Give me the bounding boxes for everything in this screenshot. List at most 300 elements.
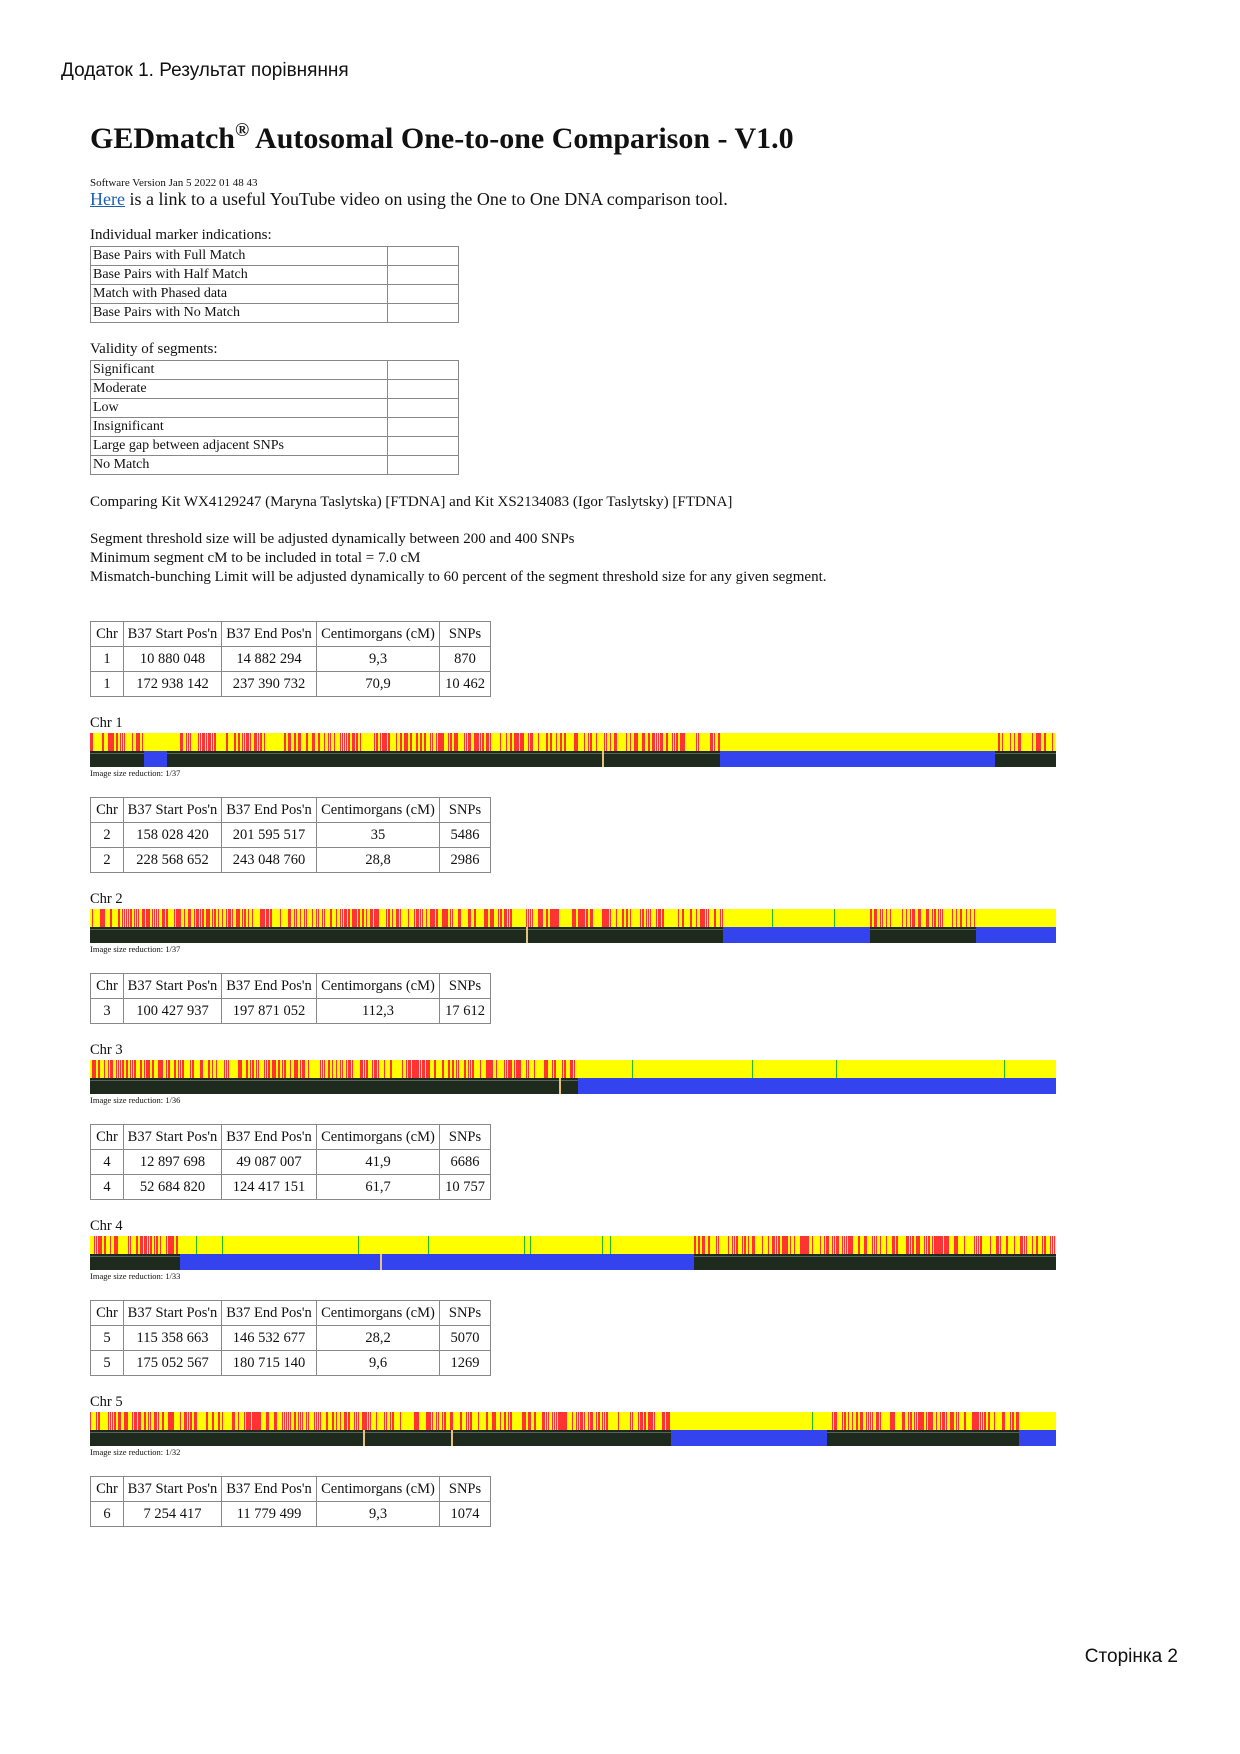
significant-segment [723, 927, 870, 943]
no-match-mark [266, 909, 268, 927]
no-match-mark [506, 733, 507, 751]
no-match-mark [100, 1236, 102, 1254]
no-match-mark [616, 909, 617, 927]
no-match-mark [230, 909, 231, 927]
no-match-mark [902, 909, 903, 927]
no-match-mark [842, 1412, 843, 1430]
no-match-mark [414, 1412, 416, 1430]
no-match-mark [496, 1060, 497, 1078]
no-match-mark [678, 909, 679, 927]
no-match-mark [226, 909, 227, 927]
legend-swatch [388, 285, 459, 304]
large-gap-mark [526, 927, 528, 943]
full-match-mark [196, 1236, 197, 1254]
no-match-mark [300, 909, 301, 927]
no-match-mark [706, 909, 707, 927]
no-match-mark [722, 909, 723, 927]
full-match-mark [834, 909, 835, 927]
no-match-mark [180, 1060, 181, 1078]
threshold-notes [90, 530, 1090, 587]
no-match-mark [572, 1060, 573, 1078]
no-match-mark [178, 909, 180, 927]
no-match-mark [376, 733, 378, 751]
table-cell: 12 897 698 [124, 1150, 222, 1175]
no-match-mark [550, 909, 552, 927]
no-match-mark [434, 1060, 436, 1078]
no-match-mark [642, 909, 644, 927]
no-match-mark [474, 733, 476, 751]
full-match-mark [222, 1236, 223, 1254]
no-match-mark [334, 733, 335, 751]
no-match-mark [590, 1412, 592, 1430]
no-match-mark [1018, 1412, 1019, 1430]
no-match-mark [504, 1412, 506, 1430]
no-match-mark [626, 733, 627, 751]
no-match-mark [460, 1412, 462, 1430]
no-match-mark [546, 1412, 547, 1430]
no-match-mark [116, 733, 118, 751]
no-match-mark [136, 1236, 138, 1254]
no-match-mark [118, 1060, 119, 1078]
no-match-mark [604, 909, 606, 927]
no-match-mark [170, 1412, 172, 1430]
no-match-mark [906, 909, 907, 927]
column-header: B37 End Pos'n [222, 974, 317, 999]
no-match-mark [94, 1060, 96, 1078]
no-match-mark [110, 1060, 112, 1078]
no-match-mark [412, 1060, 414, 1078]
no-match-mark [128, 909, 129, 927]
legend-label: Moderate [91, 380, 388, 399]
table-cell: 870 [440, 647, 491, 672]
no-match-mark [348, 1412, 350, 1430]
no-match-mark [1020, 1236, 1022, 1254]
no-match-mark [350, 1060, 351, 1078]
no-match-mark [354, 733, 355, 751]
no-match-mark [558, 1412, 560, 1430]
no-match-mark [806, 1236, 808, 1254]
no-match-mark [322, 909, 323, 927]
no-match-mark [782, 1236, 784, 1254]
no-match-mark [354, 909, 356, 927]
no-match-mark [940, 1236, 942, 1254]
no-match-mark [532, 909, 533, 927]
no-match-mark [344, 733, 345, 751]
legend-swatch [388, 247, 459, 266]
no-match-mark [120, 733, 121, 751]
large-gap-mark [380, 1254, 382, 1270]
no-match-mark [924, 1236, 925, 1254]
no-match-mark [886, 909, 887, 927]
no-match-mark [186, 1412, 187, 1430]
no-match-mark [148, 1060, 150, 1078]
no-match-mark [314, 1412, 315, 1430]
no-match-mark [306, 909, 307, 927]
table-cell: 9,3 [317, 1502, 440, 1527]
no-match-mark [786, 1236, 788, 1254]
legend-label: Base Pairs with Half Match [91, 266, 388, 285]
no-match-mark [488, 733, 489, 751]
no-match-mark [714, 733, 715, 751]
no-match-mark [864, 1236, 866, 1254]
no-match-mark [424, 1060, 425, 1078]
no-match-mark [468, 733, 470, 751]
gedmatch-report [90, 120, 1090, 1527]
no-match-mark [658, 733, 659, 751]
no-match-mark [712, 733, 713, 751]
marker-legend-table [90, 246, 459, 323]
no-match-mark [306, 733, 308, 751]
no-match-mark [430, 909, 432, 927]
no-match-mark [146, 1060, 148, 1078]
no-match-mark [294, 1412, 296, 1430]
no-match-mark [980, 1412, 981, 1430]
no-match-mark [430, 733, 431, 751]
column-header: Chr [91, 1477, 124, 1502]
no-match-mark [342, 909, 343, 927]
table-cell: 11 779 499 [222, 1502, 317, 1527]
no-match-mark [248, 909, 249, 927]
no-match-mark [442, 733, 444, 751]
no-match-mark [800, 1236, 802, 1254]
full-match-mark [358, 1236, 359, 1254]
no-match-mark [908, 1236, 909, 1254]
no-match-mark [902, 1412, 904, 1430]
no-match-mark [176, 909, 178, 927]
table-row [91, 999, 491, 1024]
no-match-mark [396, 909, 398, 927]
no-match-mark [528, 909, 529, 927]
no-match-mark [264, 733, 265, 751]
no-match-mark [974, 1236, 975, 1254]
no-match-mark [138, 1412, 140, 1430]
no-match-mark [880, 909, 881, 927]
no-match-mark [446, 909, 448, 927]
no-match-mark [742, 1236, 743, 1254]
no-match-mark [150, 1236, 152, 1254]
no-match-mark [928, 1236, 930, 1254]
no-match-mark [254, 733, 256, 751]
large-gap-mark [602, 751, 604, 767]
no-match-mark [952, 909, 953, 927]
no-match-mark [380, 733, 381, 751]
no-match-mark [876, 1236, 877, 1254]
no-match-mark [950, 1412, 952, 1430]
no-match-mark [276, 1412, 277, 1430]
no-match-mark [1004, 1412, 1005, 1430]
no-match-mark [754, 1236, 755, 1254]
legend-label: No Match [91, 456, 388, 475]
no-match-mark [132, 733, 133, 751]
no-match-mark [540, 909, 542, 927]
no-match-mark [580, 1412, 582, 1430]
table-cell: 3 [91, 999, 124, 1024]
no-match-mark [144, 1412, 146, 1430]
table-row [91, 647, 491, 672]
no-match-mark [226, 1060, 227, 1078]
no-match-mark [852, 1236, 853, 1254]
no-match-mark [834, 1412, 836, 1430]
no-match-mark [416, 909, 418, 927]
no-match-mark [274, 1060, 276, 1078]
no-match-mark [768, 1236, 769, 1254]
no-match-mark [696, 733, 697, 751]
no-match-mark [956, 1412, 957, 1430]
no-match-mark [598, 1412, 600, 1430]
no-match-mark [934, 909, 936, 927]
chromosome-bar [90, 733, 1090, 767]
full-match-mark [812, 1412, 813, 1430]
no-match-mark [648, 1412, 650, 1430]
no-match-mark [130, 1236, 131, 1254]
no-match-mark [622, 909, 624, 927]
no-match-mark [896, 1236, 898, 1254]
no-match-mark [458, 909, 460, 927]
no-match-mark [970, 909, 971, 927]
no-match-mark [166, 909, 168, 927]
no-match-mark [436, 733, 437, 751]
no-match-mark [696, 909, 697, 927]
table-cell: 6 [91, 1502, 124, 1527]
no-match-mark [932, 1412, 933, 1430]
column-header: B37 Start Pos'n [124, 974, 222, 999]
no-match-mark [128, 1236, 129, 1254]
no-match-mark [1014, 1236, 1015, 1254]
no-match-mark [228, 1060, 229, 1078]
no-match-mark [448, 1060, 450, 1078]
no-match-mark [208, 909, 210, 927]
no-match-mark [940, 909, 941, 927]
no-match-mark [374, 909, 376, 927]
no-match-mark [734, 1236, 735, 1254]
chromosome-bar [90, 1412, 1090, 1446]
no-match-mark [414, 1060, 416, 1078]
no-match-mark [468, 1412, 469, 1430]
no-match-mark [232, 1412, 234, 1430]
column-header: SNPs [440, 974, 491, 999]
legend-swatch [388, 380, 459, 399]
no-match-mark [340, 1412, 341, 1430]
no-match-mark [848, 1236, 850, 1254]
no-match-mark [236, 909, 238, 927]
no-match-mark [188, 909, 190, 927]
intro-text: Here is a link to a useful YouTube video on using the One to One DNA comparison tool. [90, 189, 728, 209]
no-match-mark [140, 1236, 142, 1254]
no-match-mark [468, 909, 470, 927]
no-match-mark [290, 733, 291, 751]
table-cell: 35 [317, 823, 440, 848]
no-match-mark [466, 1412, 467, 1430]
no-match-mark [258, 1060, 259, 1078]
no-match-mark [582, 909, 584, 927]
image-size-reduction: Image size reduction: 1/37 [90, 944, 181, 954]
no-match-mark [146, 909, 148, 927]
no-match-mark [296, 909, 297, 927]
no-match-mark [408, 909, 409, 927]
chromosome-bar [90, 1060, 1090, 1094]
no-match-mark [408, 1060, 410, 1078]
no-match-mark [654, 733, 655, 751]
no-match-mark [392, 909, 393, 927]
no-match-mark [388, 733, 390, 751]
no-match-mark [824, 1236, 825, 1254]
table-cell: 243 048 760 [222, 848, 317, 873]
no-match-mark [554, 909, 556, 927]
no-match-mark [574, 909, 576, 927]
no-match-mark [244, 1412, 245, 1430]
no-match-mark [392, 1412, 394, 1430]
no-match-mark [110, 1412, 111, 1430]
no-match-mark [180, 733, 182, 751]
no-match-mark [980, 1236, 982, 1254]
no-match-mark [484, 909, 486, 927]
no-match-mark [132, 1412, 133, 1430]
no-match-mark [1040, 733, 1041, 751]
column-header: Chr [91, 622, 124, 647]
no-match-mark [480, 1060, 481, 1078]
table-cell: 28,8 [317, 848, 440, 873]
table-cell: 28,2 [317, 1326, 440, 1351]
table-cell: 9,6 [317, 1351, 440, 1376]
no-match-mark [198, 733, 199, 751]
no-match-mark [942, 1236, 943, 1254]
no-match-mark [472, 1060, 474, 1078]
no-match-mark [146, 1236, 147, 1254]
no-match-mark [158, 909, 159, 927]
no-match-mark [214, 909, 216, 927]
no-match-mark [366, 1060, 368, 1078]
no-match-mark [264, 1060, 265, 1078]
no-match-mark [440, 733, 442, 751]
no-match-mark [944, 1236, 946, 1254]
segment-table-header [91, 622, 491, 647]
no-match-mark [138, 909, 139, 927]
no-match-mark [168, 1412, 170, 1430]
no-match-mark [284, 1412, 285, 1430]
segment-table-header [91, 1301, 491, 1326]
no-match-mark [856, 1412, 858, 1430]
no-match-mark [402, 1060, 403, 1078]
no-match-mark [642, 733, 644, 751]
no-match-mark [470, 733, 471, 751]
no-match-mark [522, 1412, 524, 1430]
no-match-mark [94, 1236, 95, 1254]
no-match-mark [324, 909, 325, 927]
no-match-mark [122, 909, 123, 927]
no-match-mark [144, 1060, 145, 1078]
no-match-mark [426, 1412, 428, 1430]
no-match-mark [698, 1236, 700, 1254]
segment-table [90, 1124, 491, 1200]
no-match-mark [650, 1412, 652, 1430]
no-match-mark [154, 1412, 156, 1430]
no-match-mark [660, 733, 662, 751]
no-match-mark [416, 1412, 418, 1430]
marker-legend-label: Individual marker indications: [90, 227, 272, 243]
table-cell: 41,9 [317, 1150, 440, 1175]
no-match-mark [702, 909, 704, 927]
page-header-label: Додаток 1. Результат порівняння [61, 60, 349, 81]
no-match-mark [486, 909, 488, 927]
significant-segment [976, 927, 1056, 943]
legend-swatch [388, 361, 459, 380]
full-match-mark [524, 1236, 525, 1254]
no-match-mark [914, 909, 915, 927]
no-match-mark [234, 1412, 235, 1430]
no-match-mark [938, 909, 939, 927]
no-match-mark [556, 909, 558, 927]
no-match-mark [162, 1412, 164, 1430]
no-match-mark [966, 909, 967, 927]
no-match-mark [488, 1060, 490, 1078]
no-match-mark [160, 1060, 162, 1078]
chromosome-block [90, 1124, 1090, 1282]
no-match-mark [264, 909, 265, 927]
no-match-mark [602, 1412, 603, 1430]
no-match-mark [946, 1412, 947, 1430]
no-match-mark [510, 1060, 512, 1078]
no-match-mark [400, 733, 402, 751]
no-match-mark [460, 909, 461, 927]
youtube-link[interactable]: Here [90, 189, 125, 209]
no-match-mark [550, 733, 552, 751]
no-match-mark [776, 1236, 777, 1254]
no-match-mark [636, 733, 638, 751]
no-match-mark [562, 1060, 563, 1078]
no-match-mark [250, 733, 251, 751]
no-match-mark [296, 1060, 298, 1078]
no-match-mark [562, 1412, 564, 1430]
no-match-mark [166, 1236, 167, 1254]
no-match-mark [218, 1412, 220, 1430]
no-match-mark [538, 733, 539, 751]
no-match-mark [124, 733, 125, 751]
no-match-mark [366, 909, 367, 927]
chromosome-label: Chr 1 [90, 715, 123, 731]
no-match-mark [478, 1412, 479, 1430]
no-match-mark [546, 1060, 548, 1078]
column-header: B37 End Pos'n [222, 1477, 317, 1502]
no-match-mark [974, 909, 975, 927]
no-match-mark [410, 733, 412, 751]
legend-label: Base Pairs with No Match [91, 304, 388, 323]
no-match-mark [532, 733, 533, 751]
no-match-mark [1010, 733, 1011, 751]
no-match-mark [736, 1236, 738, 1254]
no-match-mark [812, 1236, 813, 1254]
no-match-mark [206, 1412, 208, 1430]
no-match-mark [222, 909, 223, 927]
legend-row [91, 285, 459, 304]
no-match-mark [330, 733, 331, 751]
no-match-mark [708, 909, 709, 927]
no-match-mark [290, 1412, 291, 1430]
no-match-mark [774, 1236, 775, 1254]
no-match-mark [940, 1412, 941, 1430]
significant-segment [578, 1078, 1056, 1094]
no-match-mark [140, 1412, 141, 1430]
chromosome-bar-graphic [90, 733, 1056, 767]
no-match-mark [1024, 1236, 1025, 1254]
table-cell: 172 938 142 [124, 672, 222, 697]
no-match-mark [386, 1412, 387, 1430]
no-match-mark [322, 1060, 323, 1078]
table-row [91, 672, 491, 697]
no-match-mark [672, 733, 673, 751]
chromosome-block [90, 621, 1090, 779]
no-match-mark [998, 1236, 999, 1254]
no-match-mark [406, 733, 408, 751]
